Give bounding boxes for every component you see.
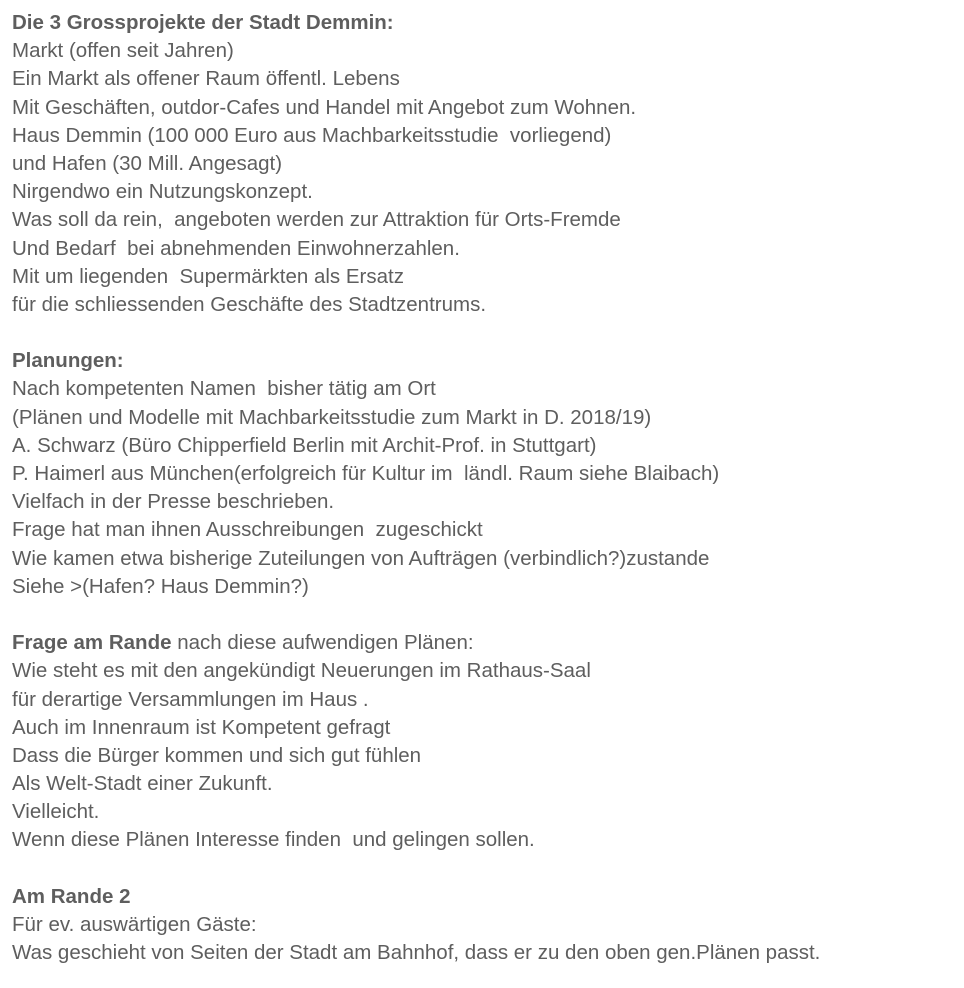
paragraph-spacer [12, 319, 960, 347]
text-line: Was soll da rein, angeboten werden zur Attraktion für Orts-Fremde [12, 208, 621, 232]
text-line: für derartige Versammlungen im Haus . [12, 687, 369, 711]
text-line: Mit Geschäften, outdor-Cafes und Handel mit Angebot zum Wohnen. [12, 95, 637, 119]
text-line: Dass die Bürger kommen und sich gut fühlen [12, 743, 422, 767]
text-line: Siehe >(Hafen? Haus Demmin?) [12, 574, 309, 598]
section-heading-continuation: nach diese aufwendigen Plänen: [171, 631, 474, 655]
section-heading: Planungen: [12, 349, 124, 373]
text-line: Wenn diese Plänen Interesse finden und gelingen sollen. [12, 828, 535, 852]
text-line: Mit um liegenden Supermärkten als Ersatz [12, 264, 404, 288]
text-line: Ein Markt als offener Raum öffentl. Lebens [12, 67, 400, 91]
text-line: A. Schwarz (Büro Chipperfield Berlin mit Archit-Prof. in Stuttgart) [12, 433, 597, 457]
section-planungen [12, 347, 960, 601]
section-heading-line [12, 629, 960, 657]
section-grossprojekte [12, 9, 960, 319]
section-frage-am-rande [12, 629, 960, 855]
text-line: Und Bedarf bei abnehmenden Einwohnerzahlen. [12, 236, 460, 260]
document-body [12, 9, 960, 967]
section-heading: Die 3 Grossprojekte der Stadt Demmin: [12, 11, 394, 34]
text-line: (Plänen und Modelle mit Machbarkeitsstudie zum Markt in D. 2018/19) [12, 405, 652, 429]
text-line: Nirgendwo ein Nutzungskonzept. [12, 180, 313, 204]
text-line: Was geschieht von Seiten der Stadt am Bahnhof, dass er zu den oben gen.Plänen passt. [12, 941, 821, 965]
text-line: Haus Demmin (100 000 Euro aus Machbarkeitsstudie vorliegend) [12, 123, 612, 147]
section-heading: Frage am Rande [12, 631, 172, 655]
paragraph-spacer [12, 601, 960, 629]
text-line: Als Welt-Stadt einer Zukunft. [12, 772, 273, 796]
text-line: für die schliessenden Geschäfte des Stadtzentrums. [12, 292, 487, 316]
text-line: Nach kompetenten Namen bisher tätig am Ort [12, 377, 436, 401]
text-line: Auch im Innenraum ist Kompetent gefragt [12, 715, 391, 739]
text-line: Frage hat man ihnen Ausschreibungen zugeschickt [12, 518, 483, 542]
section-heading: Am Rande 2 [12, 884, 131, 908]
paragraph-spacer [12, 855, 960, 883]
text-line: P. Haimerl aus München(erfolgreich für Kultur im ländl. Raum siehe Blaibach) [12, 462, 720, 485]
section-am-rande-2 [12, 883, 960, 968]
text-line: Vielfach in der Presse beschrieben. [12, 490, 335, 514]
text-line: Für ev. auswärtigen Gäste: [12, 913, 257, 936]
text-line: Wie steht es mit den angekündigt Neuerungen im Rathaus-Saal [12, 659, 591, 683]
text-line: Wie kamen etwa bisherige Zuteilungen von Aufträgen (verbindlich?)zustande [12, 546, 710, 570]
text-line: Vielleicht. [12, 800, 100, 824]
text-line: und Hafen (30 Mill. Angesagt) [12, 151, 283, 175]
text-line: Markt (offen seit Jahren) [12, 39, 234, 63]
